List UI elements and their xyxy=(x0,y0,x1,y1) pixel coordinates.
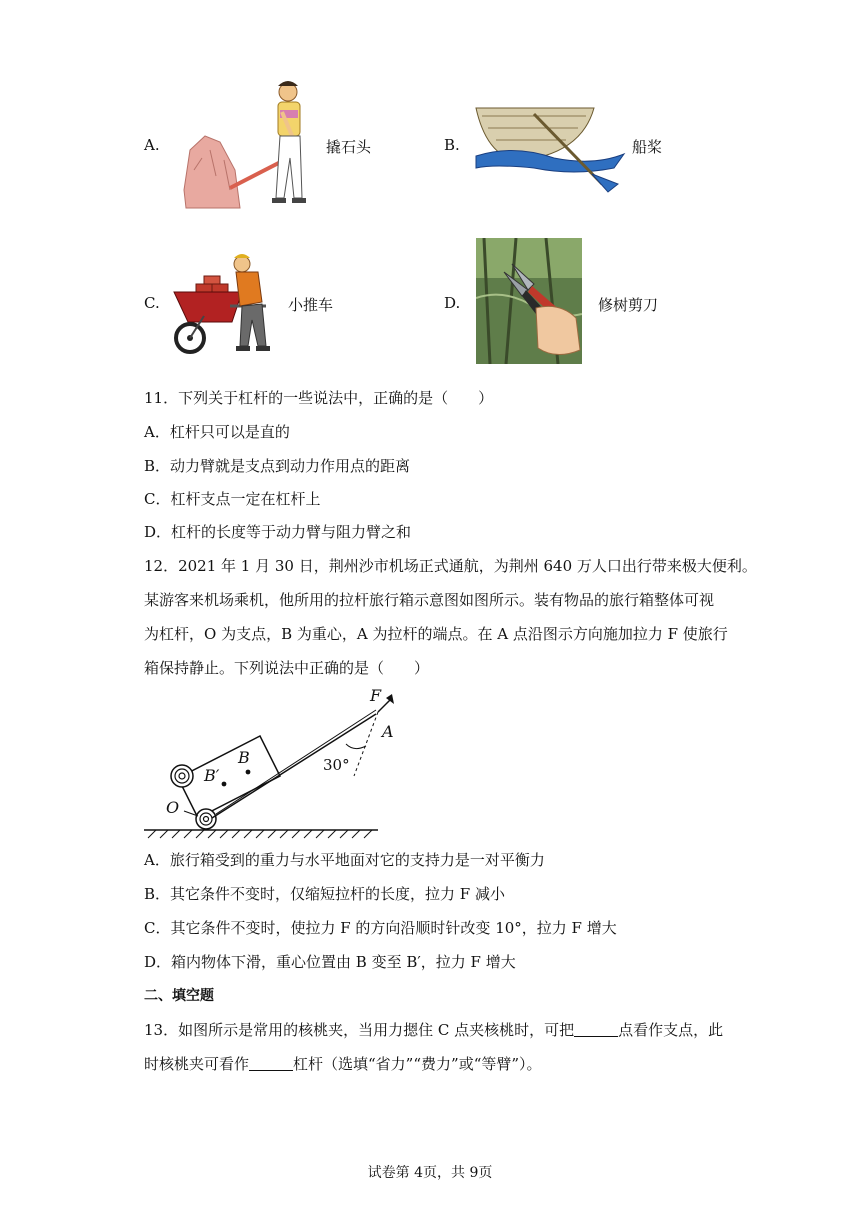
q13-text-2a: 时核桃夹可看作 xyxy=(144,1055,250,1073)
option-letter-d: D. xyxy=(444,294,461,312)
center-b-label: B xyxy=(238,748,250,767)
option-letter-a: A. xyxy=(144,136,160,154)
q12-option-a: A．旅行箱受到的重力与水平地面对它的支持力是一对平衡力 xyxy=(144,851,545,869)
q13-blank-2[interactable] xyxy=(249,1056,293,1071)
boat-with-oar-image xyxy=(474,104,630,196)
option-caption-a: 撬石头 xyxy=(326,138,372,156)
option-caption-d: 修树剪刀 xyxy=(598,296,659,314)
q13-line-2 xyxy=(144,1054,542,1074)
option-caption-b: 船桨 xyxy=(632,138,663,156)
angle-label: 30° xyxy=(323,756,350,774)
q12-stem-line-1: 12．2021 年 1 月 30 日，荆州沙市机场正式通航，为荆州 640 万人口出行带来极大便利。 xyxy=(144,557,757,575)
q12-option-b: B．其它条件不变时，仅缩短拉杆的长度，拉力 F 减小 xyxy=(144,885,505,903)
q12-option-c: C．其它条件不变时，使拉力 F 的方向沿顺时针改变 10°，拉力 F 增大 xyxy=(144,919,617,937)
q13-blank-1[interactable] xyxy=(574,1022,618,1037)
q12-stem-line-3: 为杠杆，O 为支点，B 为重心，A 为拉杆的端点。在 A 点沿图示方向施加拉力 F 使旅行 xyxy=(144,625,728,643)
q13-text-1a: 13．如图所示是常用的核桃夹，当用力摁住 C 点夹核桃时，可把 xyxy=(144,1021,575,1039)
option-letter-c: C. xyxy=(144,294,160,312)
section-heading-fill-in: 二、填空题 xyxy=(144,988,214,1004)
force-label: F xyxy=(370,686,382,705)
person-prying-rock-image xyxy=(180,80,330,210)
q11-option-b: B．动力臂就是支点到动力作用点的距离 xyxy=(144,457,411,475)
q11-option-c: C．杠杆支点一定在杠杆上 xyxy=(144,490,321,508)
option-letter-b: B. xyxy=(444,136,460,154)
q11-option-d: D．杠杆的长度等于动力臂与阻力臂之和 xyxy=(144,523,412,541)
q13-line-1 xyxy=(144,1020,723,1040)
q12-option-d: D．箱内物体下滑，重心位置由 B 变至 B′，拉力 F 增大 xyxy=(144,953,516,971)
q11-stem: 11．下列关于杠杆的一些说法中，正确的是（ ） xyxy=(144,389,494,407)
worker-pushing-wheelbarrow-image xyxy=(170,250,282,362)
q12-stem-line-2: 某游客来机场乘机，他所用的拉杆旅行箱示意图如图所示。装有物品的旅行箱整体可视 xyxy=(144,591,715,609)
q13-text-1b: 点看作支点，此 xyxy=(618,1021,724,1039)
hand-with-pruning-shears-image xyxy=(476,238,582,364)
q12-stem-line-4: 箱保持静止。下列说法中正确的是（ ） xyxy=(144,659,430,677)
center-b-prime-label: B′ xyxy=(204,766,220,785)
page-footer: 试卷第 4页，共 9页 xyxy=(367,1165,493,1181)
pivot-o-label: O xyxy=(166,798,180,817)
point-a-label: A xyxy=(382,722,394,741)
q11-option-a: A．杠杆只可以是直的 xyxy=(144,423,290,441)
q13-text-2b: 杠杆（选填“省力”“费力”或“等臂”）。 xyxy=(293,1055,542,1073)
option-caption-c: 小推车 xyxy=(288,296,334,314)
